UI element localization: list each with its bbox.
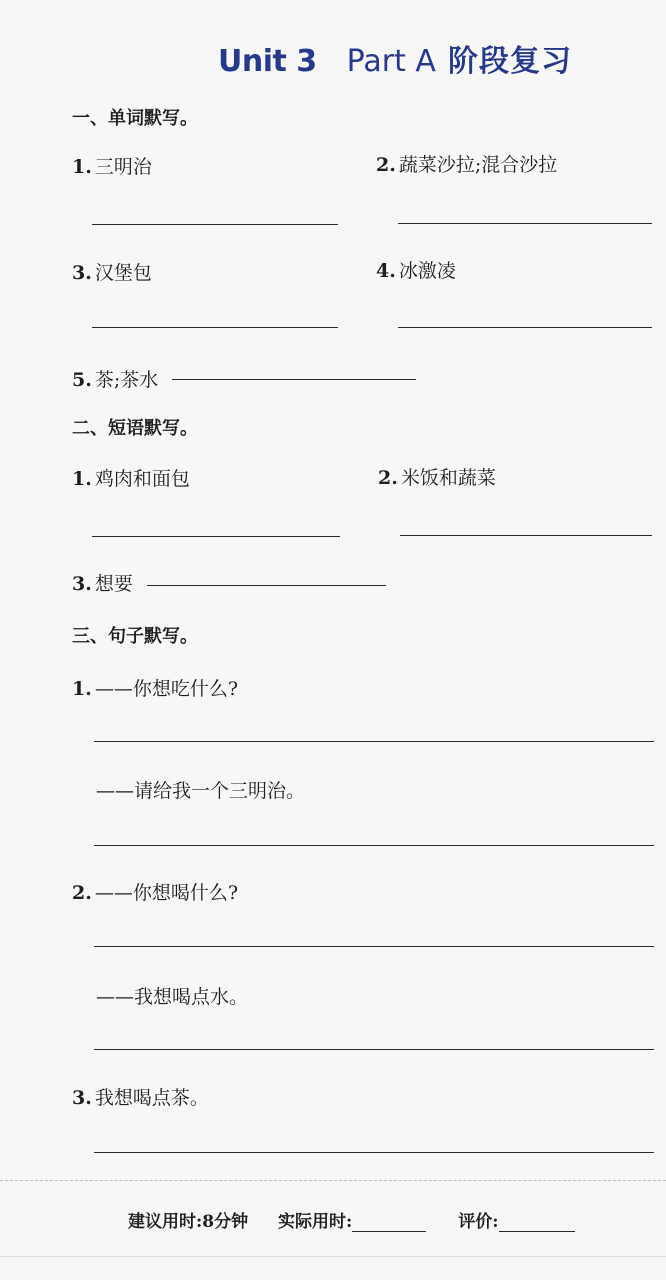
actual-time-blank[interactable] <box>352 1231 426 1232</box>
phrase-item-3 <box>72 569 133 596</box>
footer-bar <box>128 1207 575 1232</box>
word-item-4 <box>376 256 456 283</box>
answer-line-phrase-2[interactable] <box>400 535 652 536</box>
footer-divider <box>0 1180 666 1181</box>
answer-line-word-1[interactable] <box>92 224 338 225</box>
page-title <box>218 36 572 80</box>
item-prompt: 冰激凌 <box>398 260 456 282</box>
sentence-item-2a <box>72 878 238 905</box>
phrase-item-2 <box>378 463 496 490</box>
item-number: 2. <box>378 467 398 489</box>
sentence-item-1b <box>93 776 305 803</box>
title-unit: Unit 3 <box>218 44 317 79</box>
bottom-edge <box>0 1256 666 1257</box>
answer-line-phrase-3[interactable] <box>147 585 386 586</box>
word-item-3 <box>72 258 152 285</box>
answer-line-phrase-1[interactable] <box>92 536 340 537</box>
answer-line-word-4[interactable] <box>398 327 652 328</box>
answer-line-sentence-2b[interactable] <box>94 1049 654 1050</box>
item-prompt: 想要 <box>94 573 133 595</box>
sentence-item-3 <box>72 1083 209 1110</box>
section-heading-sentences: 三、句子默写。 <box>72 626 198 647</box>
item-prompt: 蔬菜沙拉;混合沙拉 <box>398 154 558 176</box>
answer-line-sentence-3[interactable] <box>94 1152 654 1153</box>
answer-line-sentence-1a[interactable] <box>94 741 654 742</box>
phrase-item-1 <box>72 464 190 491</box>
title-chinese: 阶段复习 <box>447 44 572 79</box>
item-number: 3. <box>72 262 92 284</box>
item-number: 4. <box>376 260 396 282</box>
item-prompt: ——你想吃什么? <box>94 678 239 700</box>
rating-blank[interactable] <box>499 1231 575 1232</box>
item-prompt: 茶;茶水 <box>94 369 159 391</box>
item-prompt: 三明治 <box>94 156 152 178</box>
item-prompt: ——请给我一个三明治。 <box>96 780 306 802</box>
item-prompt: ——我想喝点水。 <box>96 986 249 1008</box>
answer-line-sentence-2a[interactable] <box>94 946 654 947</box>
sentence-item-1a <box>72 674 238 701</box>
item-prompt: 汉堡包 <box>94 262 152 284</box>
item-prompt: 鸡肉和面包 <box>94 468 190 490</box>
word-item-1 <box>72 152 152 179</box>
title-part: Part A <box>346 44 436 79</box>
item-number: 5. <box>72 369 92 391</box>
word-item-5 <box>72 365 158 392</box>
item-number: 3. <box>72 573 92 595</box>
item-number: 3. <box>72 1087 92 1109</box>
word-item-2 <box>376 150 557 177</box>
item-number: 1. <box>72 156 92 178</box>
item-number: 2. <box>72 882 92 904</box>
item-number: 1. <box>72 678 92 700</box>
actual-time-label: 实际用时: <box>278 1212 353 1232</box>
item-prompt: 米饭和蔬菜 <box>400 467 496 489</box>
answer-line-word-5[interactable] <box>172 379 416 380</box>
section-heading-words: 一、单词默写。 <box>72 108 198 129</box>
sentence-item-2b <box>93 982 248 1009</box>
answer-line-sentence-1b[interactable] <box>94 845 654 846</box>
suggested-time-label: 建议用时:8分钟 <box>128 1212 249 1232</box>
rating-label: 评价: <box>458 1212 499 1232</box>
item-prompt: ——你想喝什么? <box>94 882 239 904</box>
answer-line-word-3[interactable] <box>92 327 338 328</box>
answer-line-word-2[interactable] <box>398 223 652 224</box>
item-number: 2. <box>376 154 396 176</box>
item-prompt: 我想喝点茶。 <box>94 1087 209 1109</box>
section-heading-phrases: 二、短语默写。 <box>72 418 198 439</box>
item-number: 1. <box>72 468 92 490</box>
